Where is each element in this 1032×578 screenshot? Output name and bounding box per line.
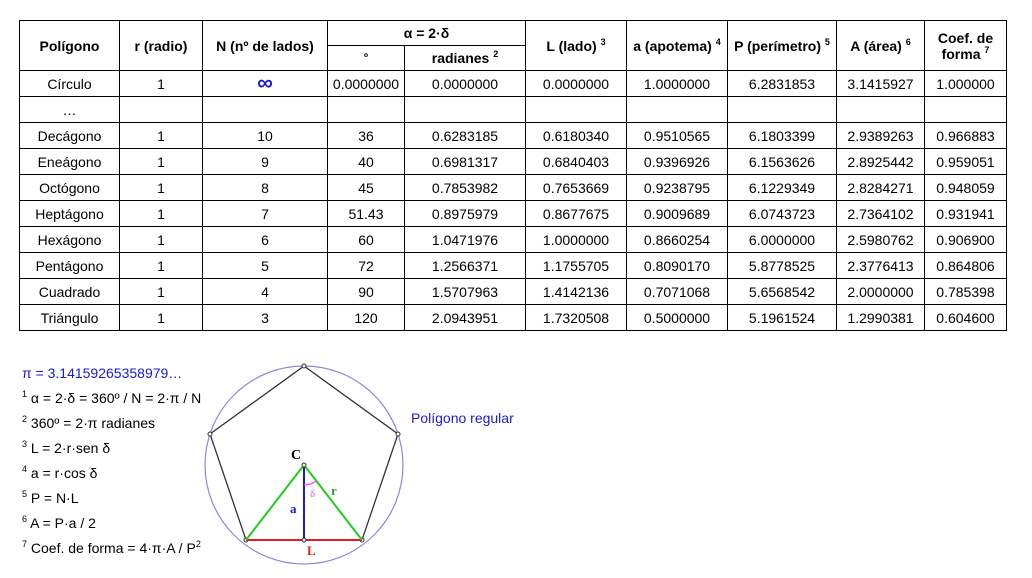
- cell: 1.7320508: [526, 305, 627, 331]
- empty-cell: [728, 97, 837, 123]
- cell: 1.0471976: [405, 227, 526, 253]
- cell: 1: [120, 123, 203, 149]
- cell: 0.959051: [925, 149, 1007, 175]
- cell: 0.8660254: [627, 227, 728, 253]
- footnote-4: [22, 461, 201, 486]
- cell: 6: [203, 227, 328, 253]
- cell: 0.604600: [925, 305, 1007, 331]
- cell: 10: [203, 123, 328, 149]
- cell: 40: [328, 149, 405, 175]
- cell: 5: [203, 253, 328, 279]
- cell: 0.7653669: [526, 175, 627, 201]
- cell: 1.1755705: [526, 253, 627, 279]
- cell: 0.948059: [925, 175, 1007, 201]
- cell: 0.7071068: [627, 279, 728, 305]
- header-radianes: radianes $^2$: [405, 46, 526, 71]
- cell: 0.966883: [925, 123, 1007, 149]
- label-delta: δ: [310, 488, 316, 500]
- figure-title: Polígono regular: [411, 410, 514, 426]
- cell: 0.8975979: [405, 201, 526, 227]
- cell: 0.8677675: [526, 201, 627, 227]
- cell: 5.1961524: [728, 305, 837, 331]
- cell: 2.9389263: [837, 123, 925, 149]
- footnote-text: L = 2·r·sen δ: [30, 440, 111, 456]
- regular-polygon-diagram: [200, 355, 410, 570]
- cell: 6.2831853: [728, 71, 837, 97]
- empty-cell: [328, 97, 405, 123]
- cell: 0.8090170: [627, 253, 728, 279]
- cell: 8: [203, 175, 328, 201]
- cell: 6.0000000: [728, 227, 837, 253]
- note-list: [22, 386, 201, 561]
- table-row-ellipsis: [20, 97, 1007, 123]
- footnote-text: Coef. de forma = 4·π·A / P: [30, 540, 196, 556]
- pi-value: π = 3.14159265358979…: [22, 365, 183, 381]
- cell: 1: [120, 253, 203, 279]
- header-perimetro: P (perímetro) $^5$: [728, 21, 837, 71]
- polygon-name-cell: Decágono: [20, 123, 120, 149]
- header-alpha: α = 2·δ: [328, 21, 526, 46]
- polygon-name-cell: Heptágono: [20, 201, 120, 227]
- footnote-text: A = P·a / 2: [30, 515, 96, 531]
- footnote-number: 2: [22, 414, 28, 424]
- footnote-number: 4: [22, 464, 28, 474]
- cell: 0.785398: [925, 279, 1007, 305]
- cell: 0.6981317: [405, 149, 526, 175]
- cell: 0.9396926: [627, 149, 728, 175]
- cell: 6.0743723: [728, 201, 837, 227]
- table-row: [20, 227, 1007, 253]
- cell: Círculo: [20, 71, 120, 97]
- label-L: L: [307, 543, 316, 558]
- header-coef: Coef. de forma $^7$: [925, 21, 1007, 71]
- table-row: [20, 279, 1007, 305]
- footnote-number: 3: [22, 439, 28, 449]
- footnote-1: [22, 386, 201, 411]
- polygon-name-cell: Triángulo: [20, 305, 120, 331]
- polygon-table: [19, 20, 1007, 331]
- footnote-number: 7: [22, 539, 28, 549]
- cell: 1: [120, 227, 203, 253]
- polygon-name-cell: Octógono: [20, 175, 120, 201]
- header-lado: L (lado) $^3$: [526, 21, 627, 71]
- cell: 2.0000000: [837, 279, 925, 305]
- cell: 0.5000000: [627, 305, 728, 331]
- cell: 2.8284271: [837, 175, 925, 201]
- header-poligono: Polígono: [20, 21, 120, 71]
- polygon-table-container: [19, 20, 1007, 331]
- cell: 0.906900: [925, 227, 1007, 253]
- polygon-name-cell: Eneágono: [20, 149, 120, 175]
- empty-cell: [120, 97, 203, 123]
- empty-cell: [405, 97, 526, 123]
- table-row: [20, 149, 1007, 175]
- header-row: [20, 21, 1007, 46]
- label-r: r: [331, 483, 337, 498]
- cell: 1: [120, 175, 203, 201]
- cell: 6.1563626: [728, 149, 837, 175]
- empty-cell: [526, 97, 627, 123]
- cell: 2.3776413: [837, 253, 925, 279]
- cell: 2.0943951: [405, 305, 526, 331]
- cell: 9: [203, 149, 328, 175]
- cell: 6.1803399: [728, 123, 837, 149]
- cell: 0.6840403: [526, 149, 627, 175]
- table-row-circulo: [20, 71, 1007, 97]
- cell: 0.9238795: [627, 175, 728, 201]
- empty-cell: [203, 97, 328, 123]
- cell: 60: [328, 227, 405, 253]
- footnote-text: α = 2·δ = 360º / N = 2·π / N: [30, 390, 202, 406]
- footnote-number: 1: [22, 389, 28, 399]
- footnote-7: [22, 536, 201, 561]
- cell: 90: [328, 279, 405, 305]
- polygon-rows: [20, 123, 1007, 331]
- cell: 1.000000: [925, 71, 1007, 97]
- midpoint: [302, 538, 306, 542]
- cell: 0.6180340: [526, 123, 627, 149]
- cell: 51.43: [328, 201, 405, 227]
- cell: 120: [328, 305, 405, 331]
- footnote-number: 5: [22, 489, 28, 499]
- cell: 0.864806: [925, 253, 1007, 279]
- empty-cell: [925, 97, 1007, 123]
- cell: 5.8778525: [728, 253, 837, 279]
- cell: 0.7853982: [405, 175, 526, 201]
- footnote-number: 6: [22, 514, 28, 524]
- exponent: 2: [195, 539, 201, 549]
- cell: 3: [203, 305, 328, 331]
- cell: 0.9510565: [627, 123, 728, 149]
- empty-cell: [627, 97, 728, 123]
- header-apotema: a (apotema) $^4$: [627, 21, 728, 71]
- table-row: [20, 253, 1007, 279]
- cell: 1.4142136: [526, 279, 627, 305]
- footnote-text: 360º = 2·π radianes: [30, 415, 156, 431]
- cell: 36: [328, 123, 405, 149]
- table-row: [20, 123, 1007, 149]
- cell: 72: [328, 253, 405, 279]
- footnote-text: a = r·cos δ: [30, 465, 98, 481]
- footnote-5: [22, 486, 201, 511]
- cell: 1: [120, 305, 203, 331]
- delta-arc: [304, 481, 316, 485]
- header-radio: r (radio): [120, 21, 203, 71]
- footnote-text: P = N·L: [30, 490, 79, 506]
- cell: 5.6568542: [728, 279, 837, 305]
- cell: 4: [203, 279, 328, 305]
- table-row: [20, 175, 1007, 201]
- cell: 0.0000000: [526, 71, 627, 97]
- polygon-name-cell: Cuadrado: [20, 279, 120, 305]
- footnotes: [22, 361, 201, 561]
- cell: 2.7364102: [837, 201, 925, 227]
- empty-cell: [837, 97, 925, 123]
- table-row: [20, 201, 1007, 227]
- footnote-6: [22, 511, 201, 536]
- cell: 0.0000000: [328, 71, 405, 97]
- cell: 1: [120, 279, 203, 305]
- cell: 1.0000000: [526, 227, 627, 253]
- infinity-symbol: ∞: [203, 71, 328, 97]
- label-C: C: [291, 448, 302, 463]
- header-degrees: º: [328, 46, 405, 71]
- cell: 0.0000000: [405, 71, 526, 97]
- table-row: [20, 305, 1007, 331]
- polygon-name-cell: Pentágono: [20, 253, 120, 279]
- cell: 0.931941: [925, 201, 1007, 227]
- ellipsis-cell: …: [20, 97, 120, 123]
- label-a: a: [290, 501, 297, 516]
- cell: 6.1229349: [728, 175, 837, 201]
- cell: 0.9009689: [627, 201, 728, 227]
- cell: 1.2566371: [405, 253, 526, 279]
- cell: 45: [328, 175, 405, 201]
- cell: 1.0000000: [627, 71, 728, 97]
- header-area: A (área) $^6$: [837, 21, 925, 71]
- footnote-3: [22, 436, 201, 461]
- cell: 1: [120, 201, 203, 227]
- cell: 1.2990381: [837, 305, 925, 331]
- cell: 1.5707963: [405, 279, 526, 305]
- cell: 2.5980762: [837, 227, 925, 253]
- footnote-2: [22, 411, 201, 436]
- header-lados: N (nº de lados): [203, 21, 328, 71]
- cell: 1: [120, 149, 203, 175]
- cell: 0.6283185: [405, 123, 526, 149]
- cell: 7: [203, 201, 328, 227]
- center-point: [302, 463, 306, 467]
- cell: 1: [120, 71, 203, 97]
- cell: 2.8925442: [837, 149, 925, 175]
- radius-line-right: [304, 465, 362, 540]
- polygon-name-cell: Hexágono: [20, 227, 120, 253]
- cell: 3.1415927: [837, 71, 925, 97]
